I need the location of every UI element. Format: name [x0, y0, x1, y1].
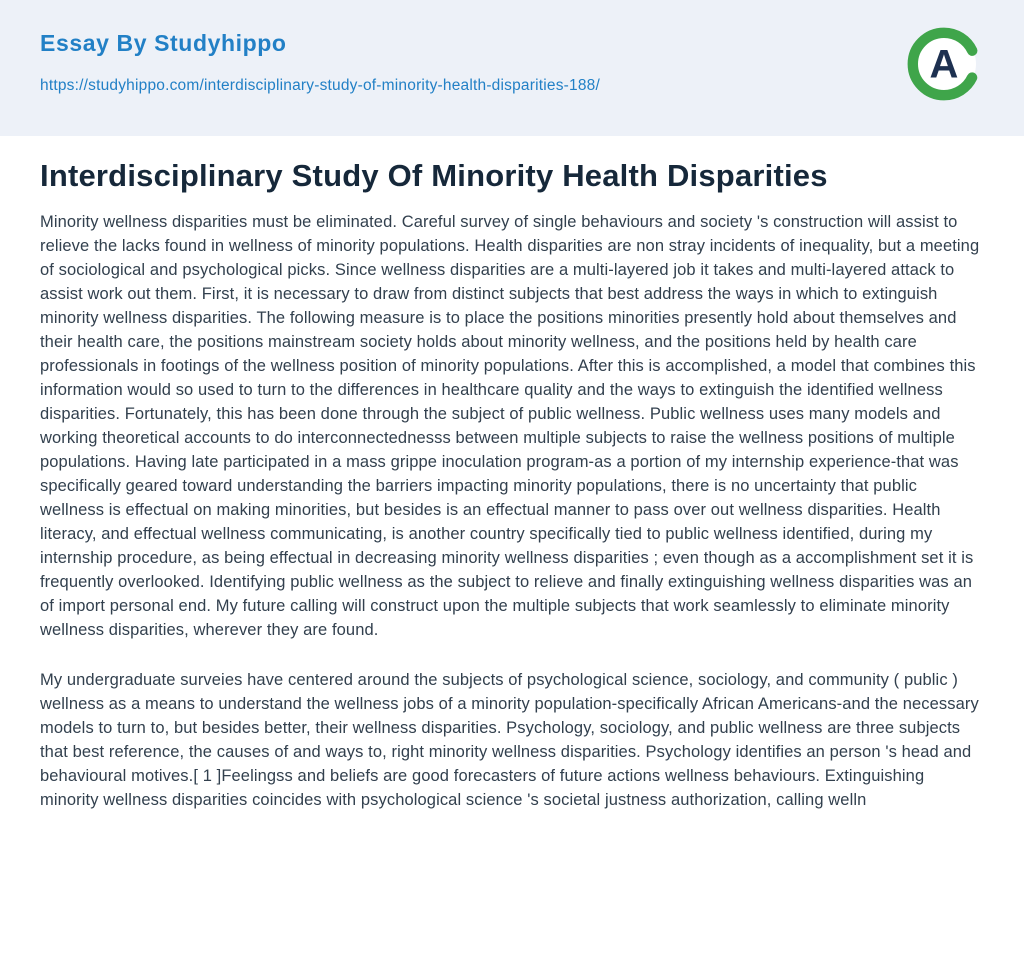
essay-url-link[interactable]: https://studyhippo.com/interdisciplinary-study-of-minority-health-disparities-188/ [40, 77, 600, 94]
studyhippo-logo-icon [904, 24, 984, 104]
brand-title: Essay By Studyhippo [40, 30, 287, 56]
header-text-block [40, 30, 600, 95]
essay-article [0, 136, 1024, 812]
logo-letter-a: A [929, 42, 959, 87]
studyhippo-logo[interactable] [904, 24, 984, 104]
essay-paragraph-1: Minority wellness disparities must be eliminated. Careful survey of single behaviours and society 's construction will assist to relieve the lacks found in wellness of minority populations. Health disparities are non stray incidents of inequality, but a meeting of sociological and psychological picks. Since wellness disparities are a multi-layered job it takes and multi-layered attack to assist work out them. First, it is necessary to draw from distinct subjects that best address the ways in which to extinguish minority wellness disparities. The following measure is to place the positions minorities presently hold about themselves and their health care, the positions mainstream society holds about minority wellness, and the positions held by health care professionals in footings of the wellness position of minority populations. After this is accomplished, a model that combines this information would so used to turn to the differences in healthcare quality and the ways to extinguish the identified wellness disparities. Fortunately, this has been done through the subject of public wellness. Public wellness uses many models and working theoretical accounts to do interconnectednesss between multiple subjects to raise the wellness positions of multiple populations. Having late participated in a mass grippe inoculation program-as a portion of my internship experience-that was specifically geared toward understanding the barriers impacting minority populations, there is no uncertainty that public wellness is effectual on making minorities, but besides is an effectual manner to pass over out wellness disparities. Health literacy, and effectual wellness communicating, is another country specifically tied to public wellness identified, during my internship procedure, as being effectual in decreasing minority wellness disparities ; even though as a accomplishment set it is frequently overlooked. Identifying public wellness as the subject to relieve and finally extinguishing wellness disparities was an of import personal end. My future calling will construct upon the multiple subjects that work seamlessly to eliminate minority wellness disparities, wherever they are found. [40, 212, 980, 639]
page-header [0, 0, 1024, 136]
essay-paragraph-2: My undergraduate surveies have centered around the subjects of psychological science, sociology, and community ( public ) wellness as a means to understand the wellness jobs of a minority population-specifically African Americans-and the necessary models to turn to, but besides better, their wellness disparities. Psychology, sociology, and public wellness are three subjects that best reference, the causes of and ways to, right minority wellness disparities. Psychology identifies an person 's head and behavioural motives.[ 1 ]Feelingss and beliefs are good forecasters of future actions wellness behaviours. Extinguishing minority wellness disparities coincides with psychological science 's societal justness authorization, calling welln [40, 670, 979, 809]
essay-title: Interdisciplinary Study Of Minority Health Disparities [40, 158, 828, 193]
